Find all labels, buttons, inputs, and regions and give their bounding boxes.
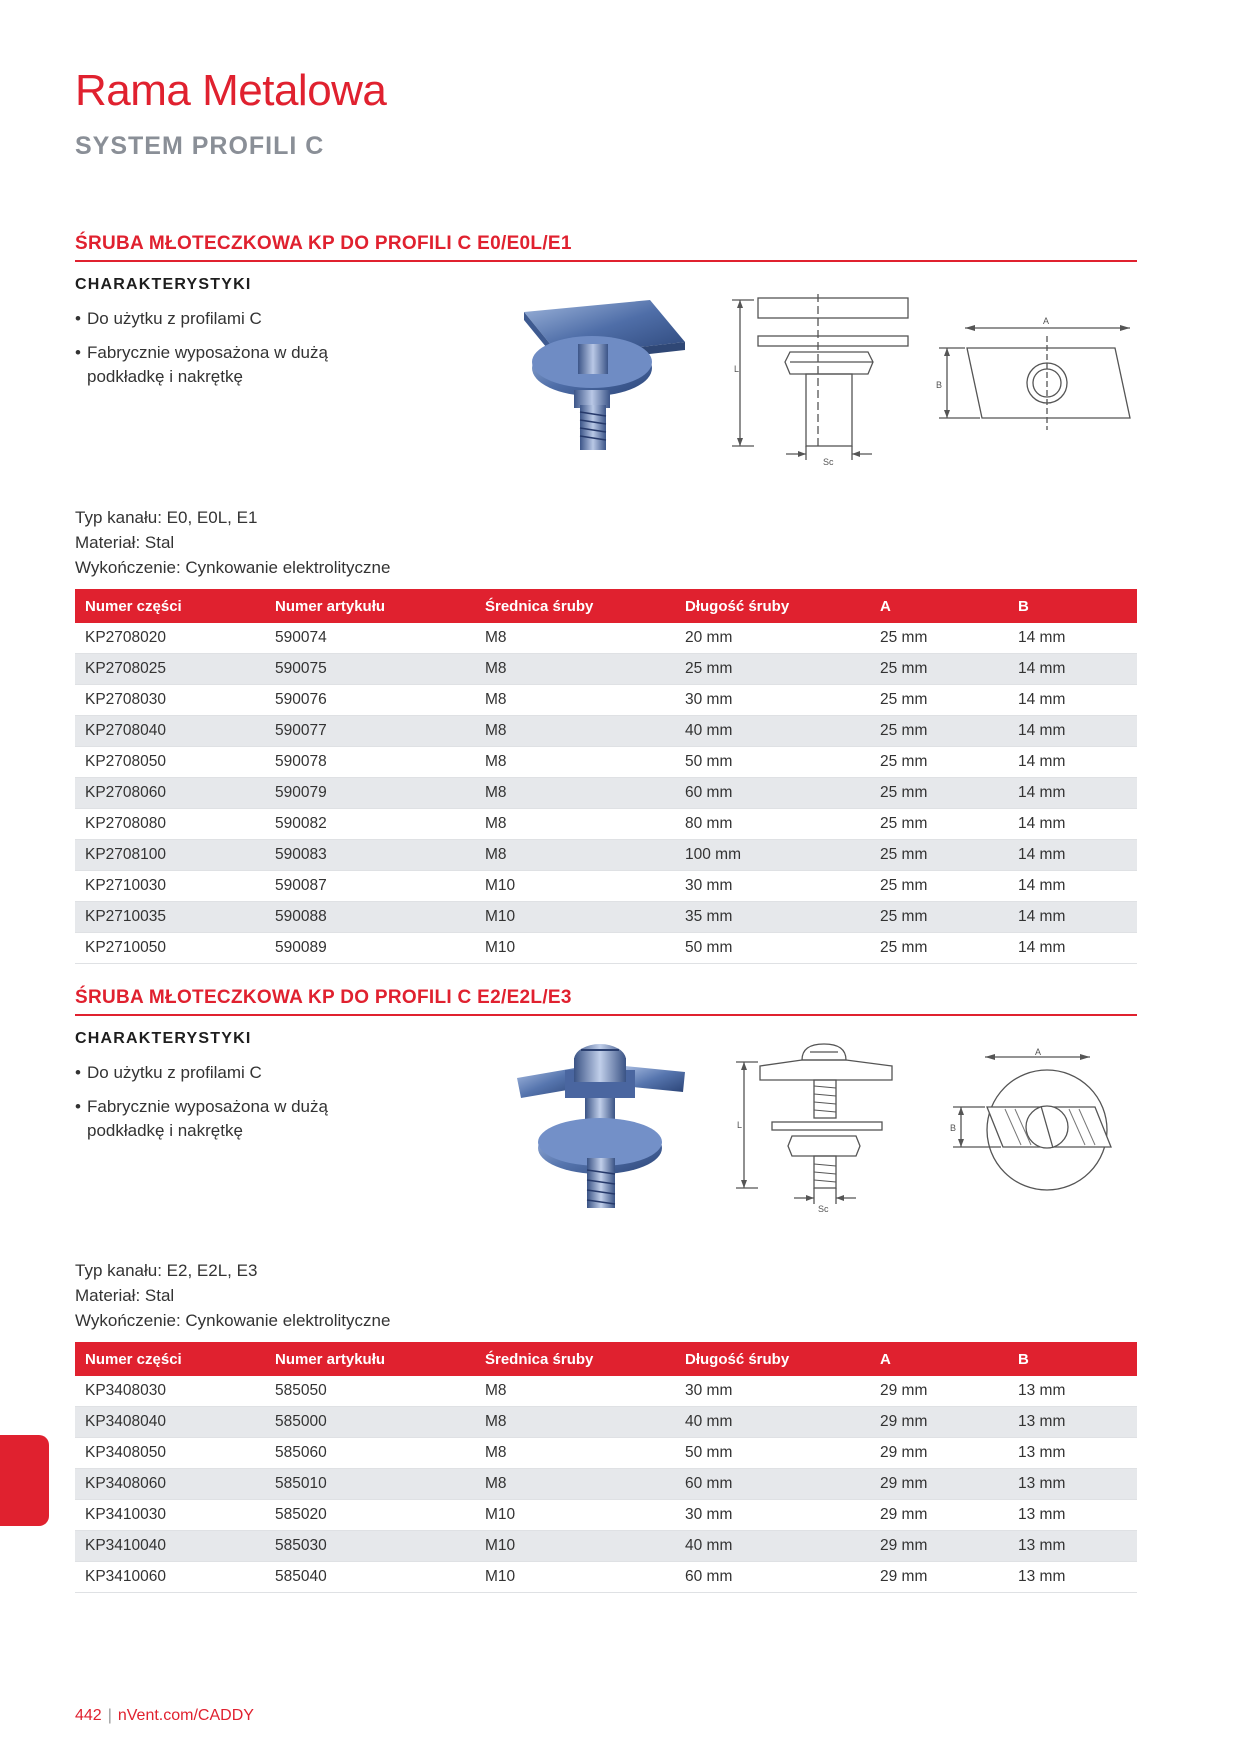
table-cell: 25 mm bbox=[870, 623, 1008, 654]
table-cell: 585050 bbox=[265, 1376, 475, 1407]
table-cell: KP2710050 bbox=[75, 933, 265, 964]
table-cell: KP2708025 bbox=[75, 654, 265, 685]
table-cell: 25 mm bbox=[870, 871, 1008, 902]
column-header: A bbox=[870, 589, 1008, 623]
table-cell: 29 mm bbox=[870, 1438, 1008, 1469]
table-cell: 29 mm bbox=[870, 1500, 1008, 1531]
product-photo-kp-e0 bbox=[520, 300, 690, 460]
table-header-row bbox=[75, 589, 1137, 623]
table-cell: M10 bbox=[475, 1531, 675, 1562]
table-cell: KP2708080 bbox=[75, 809, 265, 840]
column-header: Średnica śruby bbox=[475, 1342, 675, 1376]
table-cell: 30 mm bbox=[675, 1376, 870, 1407]
table-cell: 25 mm bbox=[870, 809, 1008, 840]
table-cell: M8 bbox=[475, 654, 675, 685]
table-cell: KP2710030 bbox=[75, 871, 265, 902]
characteristics-heading: CHARAKTERYSTYKI bbox=[75, 276, 252, 293]
table-cell: 585000 bbox=[265, 1407, 475, 1438]
table-cell: 35 mm bbox=[675, 902, 870, 933]
table-cell: 25 mm bbox=[675, 654, 870, 685]
spec-material: Materiał: Stal bbox=[75, 1286, 175, 1305]
table-cell: 13 mm bbox=[1008, 1407, 1137, 1438]
table-cell: M10 bbox=[475, 871, 675, 902]
characteristic-item: • Fabrycznie wyposażona w dużą podkładkę i nakrętkę bbox=[75, 341, 355, 389]
table-row bbox=[75, 933, 1137, 964]
dimension-label-l: L bbox=[737, 1120, 743, 1130]
table-cell: M8 bbox=[475, 747, 675, 778]
table-cell: M8 bbox=[475, 716, 675, 747]
table-cell: M8 bbox=[475, 809, 675, 840]
table-cell: 60 mm bbox=[675, 1469, 870, 1500]
characteristic-item: • Do użytku z profilami C bbox=[75, 1061, 375, 1085]
table-cell: 13 mm bbox=[1008, 1531, 1137, 1562]
table-cell: 30 mm bbox=[675, 685, 870, 716]
table-cell: 585030 bbox=[265, 1531, 475, 1562]
table-cell: M10 bbox=[475, 902, 675, 933]
table-row bbox=[75, 1376, 1137, 1407]
table-cell: 20 mm bbox=[675, 623, 870, 654]
table-cell: 590079 bbox=[265, 778, 475, 809]
table-cell: 590077 bbox=[265, 716, 475, 747]
page-number: 442 bbox=[75, 1707, 102, 1724]
table-cell: 25 mm bbox=[870, 654, 1008, 685]
table-cell: M8 bbox=[475, 1469, 675, 1500]
table-cell: 14 mm bbox=[1008, 840, 1137, 871]
table-cell: 14 mm bbox=[1008, 685, 1137, 716]
table-cell: 14 mm bbox=[1008, 747, 1137, 778]
table-cell: KP3410030 bbox=[75, 1500, 265, 1531]
table-cell: 14 mm bbox=[1008, 902, 1137, 933]
footer-site-link[interactable]: nVent.com/CADDY bbox=[117, 1707, 254, 1724]
table-row bbox=[75, 871, 1137, 902]
table-cell: 585010 bbox=[265, 1469, 475, 1500]
table-cell: 590082 bbox=[265, 809, 475, 840]
table-cell: 14 mm bbox=[1008, 933, 1137, 964]
column-header: Numer części bbox=[75, 589, 265, 623]
column-header: B bbox=[1008, 589, 1137, 623]
top-view-drawing-e2 bbox=[945, 1045, 1130, 1195]
column-header: Długość śruby bbox=[675, 589, 870, 623]
dimension-label-a: A bbox=[1035, 1047, 1042, 1057]
dimension-label-b: B bbox=[936, 380, 943, 390]
column-header: Numer artykułu bbox=[265, 589, 475, 623]
table-cell: 14 mm bbox=[1008, 623, 1137, 654]
table-cell: 585020 bbox=[265, 1500, 475, 1531]
table-row bbox=[75, 1531, 1137, 1562]
table-row bbox=[75, 902, 1137, 933]
section-title-e2: ŚRUBA MŁOTECZKOWA KP DO PROFILI C E2/E2L/E3 bbox=[75, 987, 1137, 1016]
table-header-row bbox=[75, 1342, 1137, 1376]
characteristic-item: • Do użytku z profilami C bbox=[75, 307, 355, 331]
table-row bbox=[75, 685, 1137, 716]
table-cell: 25 mm bbox=[870, 685, 1008, 716]
table-cell: KP3408040 bbox=[75, 1407, 265, 1438]
table-cell: M10 bbox=[475, 1562, 675, 1593]
table-cell: KP2708050 bbox=[75, 747, 265, 778]
table-cell: KP2708060 bbox=[75, 778, 265, 809]
table-cell: 60 mm bbox=[675, 778, 870, 809]
table-cell: M8 bbox=[475, 685, 675, 716]
column-header: Długość śruby bbox=[675, 1342, 870, 1376]
table-cell: 13 mm bbox=[1008, 1500, 1137, 1531]
table-cell: KP3408060 bbox=[75, 1469, 265, 1500]
table-cell: 29 mm bbox=[870, 1531, 1008, 1562]
table-row bbox=[75, 747, 1137, 778]
table-cell: 29 mm bbox=[870, 1469, 1008, 1500]
column-header: Numer części bbox=[75, 1342, 265, 1376]
table-cell: KP3408050 bbox=[75, 1438, 265, 1469]
table-cell: M8 bbox=[475, 1438, 675, 1469]
dimension-label-sc: Sc bbox=[823, 457, 834, 467]
table-cell: 40 mm bbox=[675, 1407, 870, 1438]
spec-channel-type: Typ kanału: E0, E0L, E1 bbox=[75, 508, 258, 527]
column-header: A bbox=[870, 1342, 1008, 1376]
table-cell: KP2708030 bbox=[75, 685, 265, 716]
table-row bbox=[75, 654, 1137, 685]
table-cell: 590087 bbox=[265, 871, 475, 902]
table-row bbox=[75, 1469, 1137, 1500]
table-cell: M8 bbox=[475, 1376, 675, 1407]
column-header: Średnica śruby bbox=[475, 589, 675, 623]
characteristic-item: • Fabrycznie wyposażona w dużą podkładkę i nakrętkę bbox=[75, 1095, 375, 1143]
table-cell: 30 mm bbox=[675, 1500, 870, 1531]
table-cell: 40 mm bbox=[675, 716, 870, 747]
characteristics-heading: CHARAKTERYSTYKI bbox=[75, 1030, 252, 1047]
table-cell: M8 bbox=[475, 840, 675, 871]
section-title-e0: ŚRUBA MŁOTECZKOWA KP DO PROFILI C E0/E0L/E1 bbox=[75, 233, 1137, 262]
table-cell: 29 mm bbox=[870, 1376, 1008, 1407]
table-cell: M10 bbox=[475, 1500, 675, 1531]
table-cell: M8 bbox=[475, 778, 675, 809]
side-view-drawing-e0 bbox=[728, 282, 918, 467]
spec-material: Materiał: Stal bbox=[75, 533, 175, 552]
table-row bbox=[75, 1500, 1137, 1531]
table-cell: 585040 bbox=[265, 1562, 475, 1593]
table-cell: 29 mm bbox=[870, 1407, 1008, 1438]
product-table-e0 bbox=[75, 589, 1137, 964]
table-row bbox=[75, 716, 1137, 747]
table-cell: KP3410040 bbox=[75, 1531, 265, 1562]
table-cell: 590075 bbox=[265, 654, 475, 685]
table-cell: 590083 bbox=[265, 840, 475, 871]
table-cell: 25 mm bbox=[870, 840, 1008, 871]
table-cell: 25 mm bbox=[870, 902, 1008, 933]
page-subtitle: SYSTEM PROFILI C bbox=[75, 132, 325, 160]
spec-finish: Wykończenie: Cynkowanie elektrolityczne bbox=[75, 1311, 391, 1330]
table-cell: 13 mm bbox=[1008, 1469, 1137, 1500]
table-cell: M8 bbox=[475, 623, 675, 654]
table-cell: 590076 bbox=[265, 685, 475, 716]
column-header: B bbox=[1008, 1342, 1137, 1376]
table-cell: 13 mm bbox=[1008, 1376, 1137, 1407]
table-cell: 50 mm bbox=[675, 747, 870, 778]
characteristics-list bbox=[75, 307, 355, 399]
chapter-tab bbox=[0, 1435, 49, 1526]
dimension-label-sc: Sc bbox=[818, 1204, 829, 1214]
column-header: Numer artykułu bbox=[265, 1342, 475, 1376]
table-cell: KP3410060 bbox=[75, 1562, 265, 1593]
dimension-label-a: A bbox=[1043, 316, 1050, 326]
table-cell: 40 mm bbox=[675, 1531, 870, 1562]
table-row bbox=[75, 1438, 1137, 1469]
table-row bbox=[75, 1562, 1137, 1593]
table-cell: 590088 bbox=[265, 902, 475, 933]
table-cell: 585060 bbox=[265, 1438, 475, 1469]
table-cell: 60 mm bbox=[675, 1562, 870, 1593]
table-cell: 100 mm bbox=[675, 840, 870, 871]
table-cell: KP2710035 bbox=[75, 902, 265, 933]
table-cell: 80 mm bbox=[675, 809, 870, 840]
table-cell: M10 bbox=[475, 933, 675, 964]
table-cell: 25 mm bbox=[870, 716, 1008, 747]
dimension-label-b: B bbox=[950, 1123, 957, 1133]
top-view-drawing-e0 bbox=[935, 308, 1135, 433]
table-cell: 50 mm bbox=[675, 933, 870, 964]
product-table-e2 bbox=[75, 1342, 1137, 1593]
table-cell: 14 mm bbox=[1008, 809, 1137, 840]
table-cell: 14 mm bbox=[1008, 871, 1137, 902]
table-cell: KP3408030 bbox=[75, 1376, 265, 1407]
table-row bbox=[75, 809, 1137, 840]
table-row bbox=[75, 840, 1137, 871]
table-cell: 14 mm bbox=[1008, 716, 1137, 747]
specs-block-e0 bbox=[75, 505, 390, 580]
table-cell: 50 mm bbox=[675, 1438, 870, 1469]
table-cell: 590074 bbox=[265, 623, 475, 654]
table-cell: KP2708020 bbox=[75, 623, 265, 654]
dimension-label-l: L bbox=[734, 364, 740, 374]
table-row bbox=[75, 623, 1137, 654]
table-cell: 13 mm bbox=[1008, 1562, 1137, 1593]
footer-separator: | bbox=[107, 1707, 112, 1724]
page-footer bbox=[75, 1707, 254, 1725]
table-row bbox=[75, 778, 1137, 809]
side-view-drawing-e2 bbox=[732, 1040, 912, 1222]
table-cell: 25 mm bbox=[870, 933, 1008, 964]
table-cell: 30 mm bbox=[675, 871, 870, 902]
table-cell: 13 mm bbox=[1008, 1438, 1137, 1469]
table-cell: 14 mm bbox=[1008, 778, 1137, 809]
page-title: Rama Metalowa bbox=[75, 66, 387, 115]
table-body bbox=[75, 623, 1137, 964]
table-cell: 29 mm bbox=[870, 1562, 1008, 1593]
table-cell: 590078 bbox=[265, 747, 475, 778]
table-cell: 25 mm bbox=[870, 778, 1008, 809]
table-cell: KP2708040 bbox=[75, 716, 265, 747]
product-photo-kp-e2 bbox=[515, 1040, 695, 1215]
table-cell: 14 mm bbox=[1008, 654, 1137, 685]
table-cell: KP2708100 bbox=[75, 840, 265, 871]
table-cell: 25 mm bbox=[870, 747, 1008, 778]
table-cell: M8 bbox=[475, 1407, 675, 1438]
spec-finish: Wykończenie: Cynkowanie elektrolityczne bbox=[75, 558, 391, 577]
table-row bbox=[75, 1407, 1137, 1438]
spec-channel-type: Typ kanału: E2, E2L, E3 bbox=[75, 1261, 258, 1280]
table-cell: 590089 bbox=[265, 933, 475, 964]
specs-block-e2 bbox=[75, 1258, 390, 1333]
characteristics-list bbox=[75, 1061, 375, 1153]
table-body bbox=[75, 1376, 1137, 1593]
